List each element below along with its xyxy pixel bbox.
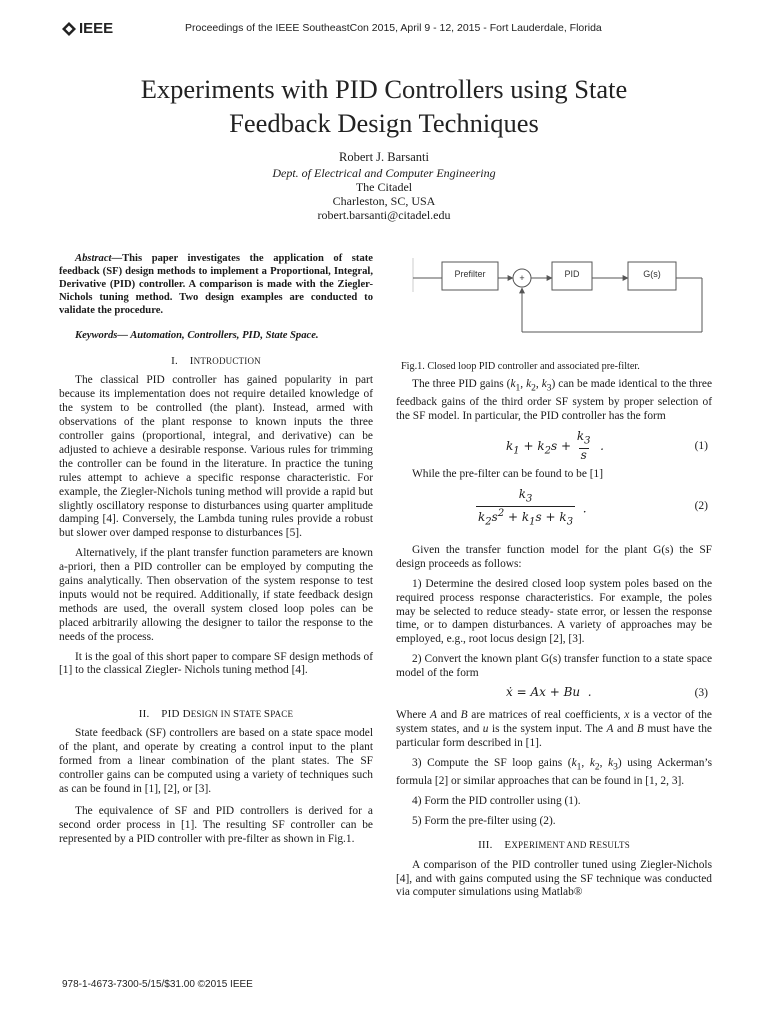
figure-1-diagram [410,250,710,350]
plant-label: G(s) [643,269,661,279]
ieee-diamond-icon [62,22,76,36]
abstract-text: —This paper investigates the application of state feedback (SF) design methods to implement a Proportional, Integral, Derivative (PID) controller. A comparison is made with the Ziegler-Nichols tuning method. Two design examples are conducted to validate the procedure. [59,253,373,316]
paper-title [0,72,768,140]
equation-1-body: $k_1 + k_2s$ + $\frac{k_3}{s}$ . [506,429,604,463]
ieee-logo [62,20,113,37]
design-intro-paragraph: Given the transfer function model for the plant G(s) the SF design proceeds as follows: [396,543,712,570]
title-line-2: Feedback Design Techniques [229,108,539,138]
right-column [396,378,712,900]
author-institution: The Citadel [355,180,413,194]
title-line-1: Experiments with PID Controllers using State [140,74,628,104]
equation-1 [396,424,712,468]
section-2-heading: II. PID DESIGN IN STATE SPACE [138,708,294,721]
equation-2-body: $\frac{k_3}{k_2s^2 + k_1s + k_3}$ . [478,486,587,528]
author-email: robert.barsanti@citadel.edu [317,208,451,222]
section-3-paragraph: A comparison of the PID controller tuned using Ziegler-Nichols [4], and with gains computed using the SF technique was conducted via computer simulations using Matlab® [396,858,712,899]
prefilter-paragraph: While the pre-filter can be found to be [1] [412,468,604,480]
equation-3-number: (3) [694,687,708,700]
equation-2 [396,482,712,538]
author-name: Robert J. Barsanti [339,150,429,164]
step-5-paragraph: 5) Form the pre-filter using (2). [412,814,556,827]
section-3-heading: III. EXPERIMENT AND RESULTS [478,838,630,851]
section-1-number: I. [171,355,178,368]
ieee-logo-text: IEEE [79,20,114,37]
section-1-heading: I. INTRODUCTION [171,355,261,368]
keywords: Keywords— Automation, Controllers, PID, State Space. [75,329,319,341]
step-2-paragraph: 2) Convert the known plant G(s) transfer function to a state space model of the form [396,653,712,680]
abstract-label: Abstract [75,253,112,264]
pid-label: PID [564,269,580,279]
figure-1-caption: Fig.1. Closed loop PID controller and associated pre-filter. [401,361,640,372]
abstract [59,253,373,318]
matrices-paragraph: Where A and B are matrices of real coefficients, x is a vector of the system states, and u is the system input. The A and B must have the particular form described in [1]. [396,709,712,749]
step-1-paragraph: 1) Determine the desired closed loop system poles based on the required process response characteristics. For example, the poles may be selected to reduce steady- state error, or lessen the response time, or to dampen disturbances. A variety of approaches may be employed, e.g., root locus design [2], [3]. [396,577,712,646]
section-2-paragraph-1: State feedback (SF) controllers are based on a state space model of the plant, and operate by creating a control input to the plant formed from a linear combination of the plant states. The SF controller gains can be computed using a variety of techniques such as can be found in [1], [2], or [3]. [59,727,373,795]
section-2-number: II. [138,708,150,721]
author-dept: Dept. of Electrical and Computer Engineering [272,166,496,180]
equation-2-number: (2) [694,499,708,512]
intro-paragraph-3: It is the goal of this short paper to compare SF design methods of [1] to the classical Ziegler- Nichols tuning method [4]. [59,650,373,677]
author-location: Charleston, SC, USA [332,194,436,208]
summing-junction-sign: + [519,273,525,283]
gains-paragraph: The three PID gains ($k_1$, $k_2$, $k_3$) can be made identical to the three feedback gains of the third order SF system by proper selection of the SF model. In particular, the PID controller has the form [396,378,712,423]
copyright-footer: 978-1-4673-7300-5/15/$31.00 ©2015 IEEE [62,979,253,990]
prefilter-label: Prefilter [454,269,486,279]
step-4-paragraph: 4) Form the PID controller using (1). [412,794,581,807]
intro-paragraph-1: The classical PID controller has gained popularity in part because its implementation does not require detailed knowledge of the system to be controlled (the plant). Instead, armed with observations of the plant response to known inputs the three controller gains (proportional, integral, and derivative) can be adjusted to achieve a desirable response. Various rules for trimming the controller can be found in the literature. In practice the tuning rules attempt to achieve a specific response characteristic. For example, the Ziegler-Nichols tuning method will provide a rapid but slightly oscillatory response to disturbances using quarter amplitude damping [4]. Conversely, the Lambda tuning rules provide a robust but slower over damped response to disturbances [5]. [59,374,373,540]
equation-3-body: ẋ = Ax + Bu . [506,685,592,700]
section-3-number: III. [478,838,493,851]
equation-3 [396,681,712,709]
running-head: Proceedings of the IEEE SoutheastCon 2015, April 9 - 12, 2015 - Fort Lauderdale, Florida [185,22,602,34]
left-column [59,253,373,847]
equation-1-number: (1) [694,440,708,452]
intro-paragraph-2: Alternatively, if the plant transfer function parameters are known a-priori, then a PID controller can be employed by computing the gains analytically. Then observation of the system response to test inputs would not be required. Additionally, if state feedback design methods are used, the overall system closed loop poles can be placed arbitrarily allowing the designer to tailor the response to the needs of the process. [59,547,373,643]
section-2-paragraph-2: The equivalence of SF and PID controllers is derived for a second order process in [1]. The resulting SF controller can be represented by a PID controller with pre-filter as shown in Fig.1. [59,804,373,845]
step-3-paragraph: 3) Compute the SF loop gains ($k_1$, $k_2$, $k_3$) using Ackerman’s formula [2] or similar approaches that can be found in [1, 2, 3]. [396,756,712,787]
